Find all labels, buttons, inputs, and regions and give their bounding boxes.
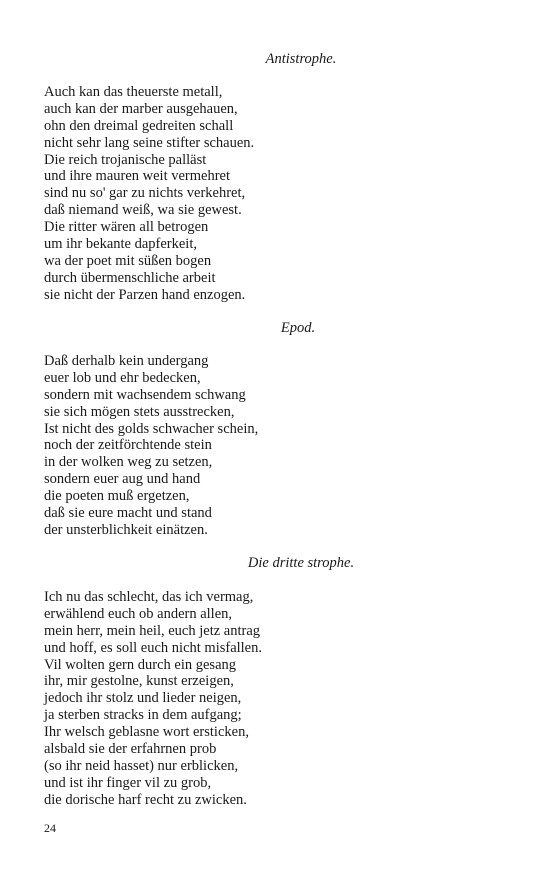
verse-line: daß niemand weiß, wa sie gewest. — [44, 202, 242, 219]
verse-line: die dorische harf recht zu zwicken. — [44, 791, 247, 808]
verse-line: sind nu so' gar zu nichts verkehret, — [44, 185, 246, 202]
verse-line: sie sich mögen stets ausstrecken, — [44, 403, 235, 420]
verse-line: daß sie eure macht und stand — [44, 505, 212, 522]
verse-line: nicht sehr lang seine stifter schauen. — [44, 134, 255, 151]
verse-line: Die reich trojanische palläst — [44, 151, 207, 168]
verse-line: Daß derhalb kein undergang — [44, 353, 209, 369]
section-heading-dritte-strophe: Die dritte strophe. — [247, 555, 355, 571]
verse-line: erwählend euch ob andern allen, — [44, 605, 233, 622]
verse-line: Vil wolten gern durch ein gesang — [44, 656, 237, 673]
verse-line: noch der zeitförchtende stein — [44, 437, 212, 454]
verse-line: ihr, mir gestolne, kunst erzeigen, — [44, 673, 234, 690]
verse-line: mein herr, mein heil, euch jetz antrag — [44, 622, 261, 639]
verse-line: alsbald sie der erfahrnen prob — [44, 741, 217, 758]
verse-line: in der wolken weg zu setzen, — [44, 454, 213, 471]
verse-line: (so ihr neid hasset) nur erblicken, — [44, 757, 239, 774]
verse-line: Auch kan das theuerste metall, — [44, 84, 223, 100]
stanza-epod — [44, 353, 258, 539]
section-heading-epod: Epod. — [280, 320, 316, 336]
verse-line: und hoff, es soll euch nicht misfallen. — [44, 639, 262, 656]
section-heading-antistrophe: Antistrophe. — [265, 51, 337, 67]
verse-line: Ihr welsch geblasne wort ersticken, — [44, 724, 249, 741]
verse-line: und ihre mauren weit vermehret — [44, 168, 231, 185]
verse-line: ohn den dreimal gedreiten schall — [44, 117, 234, 134]
verse-line: ja sterben stracks in dem aufgang; — [44, 707, 242, 724]
verse-line: sondern euer aug und hand — [44, 471, 201, 488]
stanza-antistrophe — [44, 84, 254, 304]
verse-line: der unsterblichkeit einätzen. — [44, 521, 208, 538]
verse-line: durch übermenschliche arbeit — [44, 269, 216, 286]
verse-line: um ihr bekante dapferkeit, — [44, 236, 197, 253]
verse-line: die poeten muß ergetzen, — [44, 488, 190, 505]
page-number: 24 — [44, 821, 56, 835]
verse-line: wa der poet mit süßen bogen — [44, 252, 212, 269]
verse-line: und ist ihr finger vil zu grob, — [44, 774, 212, 791]
verse-line: sie nicht der Parzen hand enzogen. — [44, 286, 246, 303]
verse-line: euer lob und ehr bedecken, — [44, 369, 201, 386]
verse-line: Die ritter wären all betrogen — [44, 219, 209, 236]
verse-line: Ist nicht des golds schwacher schein, — [44, 420, 259, 437]
verse-line: jedoch ihr stolz und lieder neigen, — [44, 690, 242, 707]
verse-line: sondern mit wachsendem schwang — [44, 386, 246, 403]
verse-line: Ich nu das schlecht, das ich vermag, — [44, 589, 254, 605]
verse-line: auch kan der marber ausgehauen, — [44, 100, 238, 117]
stanza-dritte-strophe — [44, 589, 262, 809]
